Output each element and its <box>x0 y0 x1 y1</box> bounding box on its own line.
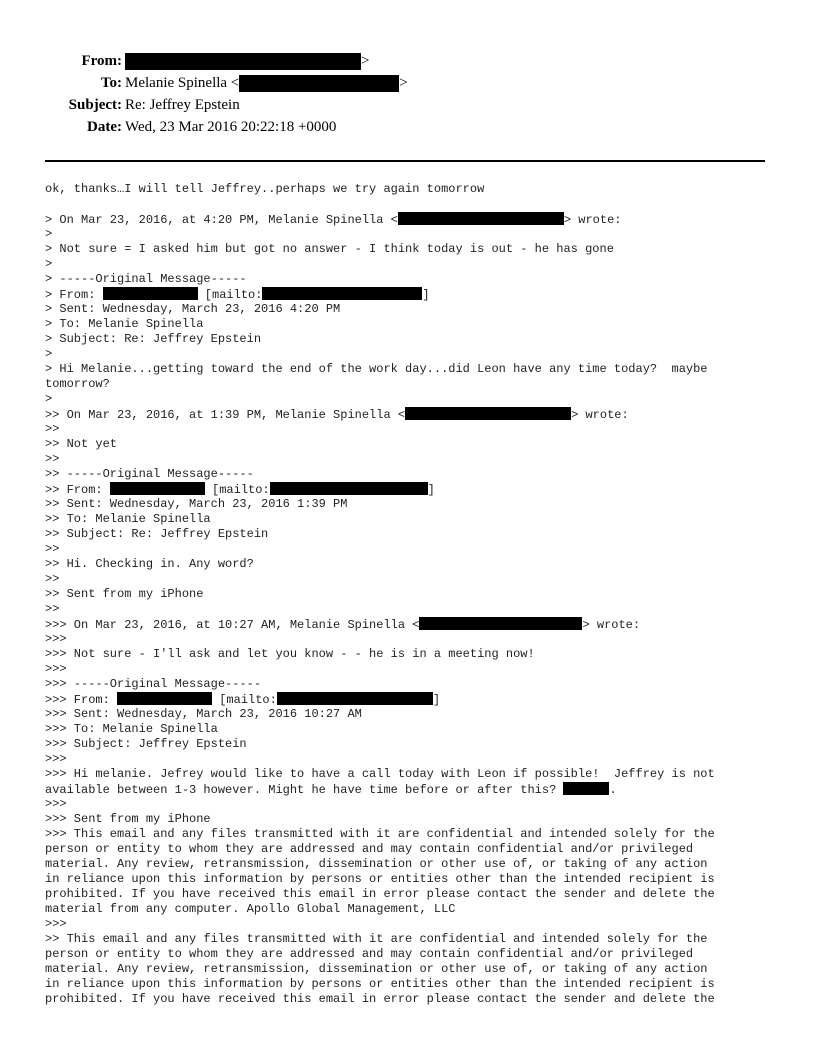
body-line: material from any computer. Apollo Global Management, LLC <box>45 902 456 916</box>
mailto-text: [mailto: <box>204 483 270 497</box>
email-body <box>45 182 775 1007</box>
body-line: >>> <box>45 632 67 646</box>
mailto-text: [mailto: <box>197 288 263 302</box>
body-line: > <box>45 257 53 271</box>
body-line: > Sent: Wednesday, March 23, 2016 4:20 PM <box>45 302 341 316</box>
header-date-row <box>0 116 816 138</box>
body-line: > <box>45 227 53 241</box>
body-line: > Subject: Re: Jeffrey Epstein <box>45 332 262 346</box>
from-value <box>125 50 369 72</box>
header-from-row <box>0 50 816 72</box>
quote-header-suffix: > wrote: <box>571 408 629 422</box>
mailto-close: ] <box>422 288 430 302</box>
body-line: >>> Hi melanie. Jefrey would like to have a call today with Leon if possible! Jeffrey is not <box>45 767 715 781</box>
mailto-close: ] <box>432 693 441 707</box>
date-label: Date: <box>87 119 122 135</box>
from-label: From: <box>81 53 122 69</box>
body-line: >>> <box>45 752 67 766</box>
body-line <box>45 617 775 632</box>
redaction-block <box>239 75 399 92</box>
body-line: >> Hi. Checking in. Any word? <box>45 557 254 571</box>
body-line: >>> Sent: Wednesday, March 23, 2016 10:27 AM <box>45 707 362 721</box>
body-line <box>45 782 775 797</box>
quote-header-text: >> On Mar 23, 2016, at 1:39 PM, Melanie Spinella < <box>45 408 406 422</box>
body-line: material. Any review, retransmission, dissemination or other use of, or taking of any action <box>45 857 708 871</box>
body-line: > Hi Melanie...getting toward the end of the work day...did Leon have any time today? maybe <box>45 362 708 376</box>
quote-header-text: >>> On Mar 23, 2016, at 10:27 AM, Melanie Spinella < <box>45 618 420 632</box>
body-line <box>45 287 775 302</box>
body-line: >>> Sent from my iPhone <box>45 812 211 826</box>
to-label: To: <box>100 75 122 91</box>
body-line: >> Not yet <box>45 437 118 451</box>
subject-label: Subject: <box>68 97 122 113</box>
redaction-block <box>277 692 433 705</box>
body-line: material. Any review, retransmission, dissemination or other use of, or taking of any action <box>45 962 708 976</box>
body-line: in reliance upon this information by persons or entities other than the intended recipient is <box>45 872 715 886</box>
redaction-block <box>398 212 564 225</box>
body-line: >> -----Original Message----- <box>45 467 254 481</box>
body-line: ok, thanks…I will tell Jeffrey..perhaps we try again tomorrow <box>45 182 485 196</box>
body-line: tomorrow? <box>45 377 110 391</box>
body-line: > <box>45 392 53 406</box>
body-line: >>> <box>45 662 67 676</box>
redaction-block <box>563 782 609 795</box>
from-line-label: >> From: <box>45 483 110 497</box>
subject-value: Re: Jeffrey Epstein <box>125 97 240 113</box>
body-text-segment: available between 1-3 however. Might he have time before or after this? <box>45 783 564 797</box>
body-line <box>45 482 775 497</box>
redaction-block <box>103 287 198 300</box>
body-line <box>45 407 775 422</box>
body-line: person or entity to whom they are addressed and may contain confidential and/or privileged <box>45 947 694 961</box>
body-line: > -----Original Message----- <box>45 272 247 286</box>
body-line: >>> Subject: Jeffrey Epstein <box>45 737 247 751</box>
body-line: in reliance upon this information by persons or entities other than the intended recipient is <box>45 977 715 991</box>
body-line: >> <box>45 542 60 556</box>
body-line: prohibited. If you have received this email in error please contact the sender and delete the <box>45 992 715 1006</box>
redaction-block <box>125 53 361 70</box>
body-line: > <box>45 347 53 361</box>
redaction-block <box>110 482 205 495</box>
body-line: >>> <box>45 797 67 811</box>
redaction-block <box>419 617 582 630</box>
to-value <box>125 72 408 94</box>
body-line: >> Sent from my iPhone <box>45 587 204 601</box>
header-to-row <box>0 72 816 94</box>
mailto-text: [mailto: <box>212 693 277 707</box>
body-line <box>45 212 775 227</box>
redaction-block <box>117 692 212 705</box>
header-divider <box>45 160 765 162</box>
body-line: > To: Melanie Spinella <box>45 317 204 331</box>
from-line-label: >>> From: <box>45 693 118 707</box>
header-subject-row <box>0 94 816 116</box>
body-line <box>45 692 775 707</box>
body-line: >> <box>45 422 60 436</box>
redaction-block <box>262 287 422 300</box>
to-suffix: > <box>399 75 408 91</box>
body-line: >> This email and any files transmitted with it are confidential and intended solely for the <box>45 932 708 946</box>
body-line: >>> -----Original Message----- <box>45 677 262 691</box>
from-suffix: > <box>361 53 370 69</box>
body-line: >>> To: Melanie Spinella <box>45 722 218 736</box>
body-line: >> <box>45 452 60 466</box>
mailto-close: ] <box>427 483 435 497</box>
body-line: >> Subject: Re: Jeffrey Epstein <box>45 527 269 541</box>
body-line: >>> Not sure - I'll ask and let you know - - he is in a meeting now! <box>45 647 535 661</box>
body-line: >> <box>45 572 60 586</box>
body-line: >> Sent: Wednesday, March 23, 2016 1:39 PM <box>45 497 348 511</box>
quote-header-text: > On Mar 23, 2016, at 4:20 PM, Melanie Spinella < <box>45 213 398 227</box>
body-line: >>> This email and any files transmitted with it are confidential and intended solely for the <box>45 827 715 841</box>
date-value: Wed, 23 Mar 2016 20:22:18 +0000 <box>125 119 337 135</box>
from-line-label: > From: <box>45 288 103 302</box>
body-line: >> To: Melanie Spinella <box>45 512 211 526</box>
body-line: >> <box>45 602 60 616</box>
body-line: person or entity to whom they are addressed and may contain confidential and/or privileged <box>45 842 694 856</box>
body-text-segment: . <box>609 783 617 797</box>
quote-header-suffix: > wrote: <box>563 213 622 227</box>
redaction-block <box>270 482 428 495</box>
body-line: prohibited. If you have received this email in error please contact the sender and delete the <box>45 887 715 901</box>
to-name: Melanie Spinella < <box>125 75 240 91</box>
body-line: > Not sure = I asked him but got no answer - I think today is out - he has gone <box>45 242 614 256</box>
quote-header-suffix: > wrote: <box>582 618 641 632</box>
redaction-block <box>405 407 571 420</box>
body-line: >>> <box>45 917 67 931</box>
